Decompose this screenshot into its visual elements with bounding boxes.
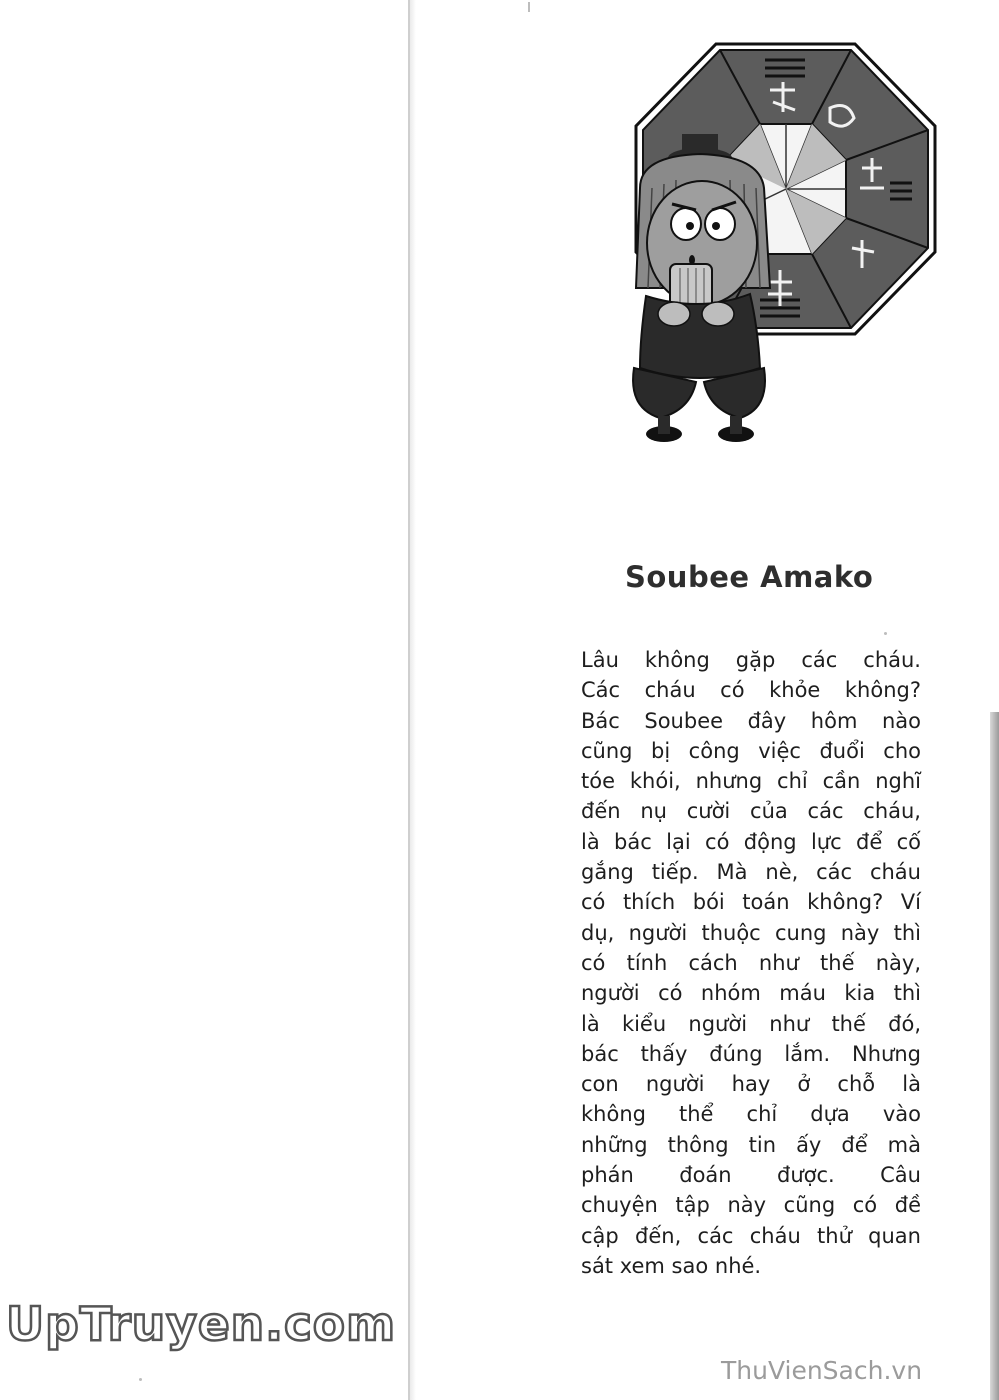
- uptruyen-watermark-text: UpTruyen.com: [6, 1297, 396, 1351]
- thuviensach-watermark: ThuVienSach.vn: [721, 1356, 923, 1385]
- text-line: cập đến, các cháu thử quan: [581, 1223, 921, 1248]
- text-line: những thông tin ấy để mà: [581, 1132, 921, 1157]
- text-line: là bác lại có động lực để cố: [581, 829, 921, 854]
- text-line: tóe khói, nhưng chỉ cần nghĩ: [581, 769, 921, 794]
- text-line: có tính cách như thế này,: [581, 950, 921, 975]
- text-line: phán đoán được. Câu: [581, 1163, 921, 1188]
- text-line: con người hay ở chỗ là: [581, 1072, 921, 1097]
- text-line: có thích bói toán không? Ví: [581, 890, 921, 915]
- soubee-character: [633, 134, 770, 442]
- paper-speck: [884, 632, 887, 635]
- text-line: người có nhóm máu kia thì: [581, 981, 921, 1006]
- text-line: đến nụ cười của các cháu,: [581, 799, 921, 824]
- text-line: không thể chỉ dựa vào: [581, 1102, 921, 1127]
- text-line: Bác Soubee đây hôm nào: [581, 708, 921, 733]
- text-line: là kiểu người như thế đó,: [581, 1011, 921, 1036]
- next-page-edge: [990, 712, 999, 1400]
- text-line: chuyện tập này cũng có đề: [581, 1193, 921, 1218]
- character-name: Soubee Amako: [625, 560, 874, 594]
- page-fold-shadow: [410, 0, 416, 1400]
- paper-speck: [139, 1378, 142, 1381]
- character-illustration: [600, 38, 945, 458]
- text-line: Lâu không gặp các cháu.: [581, 648, 921, 672]
- paper-speck: [528, 2, 530, 12]
- uptruyen-watermark: [2, 1293, 402, 1353]
- text-line: Các cháu có khỏe không?: [581, 678, 921, 703]
- text-line: dụ, người thuộc cung này thì: [581, 920, 921, 945]
- text-line: gắng tiếp. Mà nè, các cháu: [581, 860, 921, 885]
- text-line: bác thấy đúng lắm. Nhưng: [581, 1041, 921, 1066]
- character-note: [581, 645, 921, 1281]
- text-line: sát xem sao nhé.: [581, 1253, 762, 1278]
- text-line: cũng bị công việc đuổi cho: [581, 738, 921, 763]
